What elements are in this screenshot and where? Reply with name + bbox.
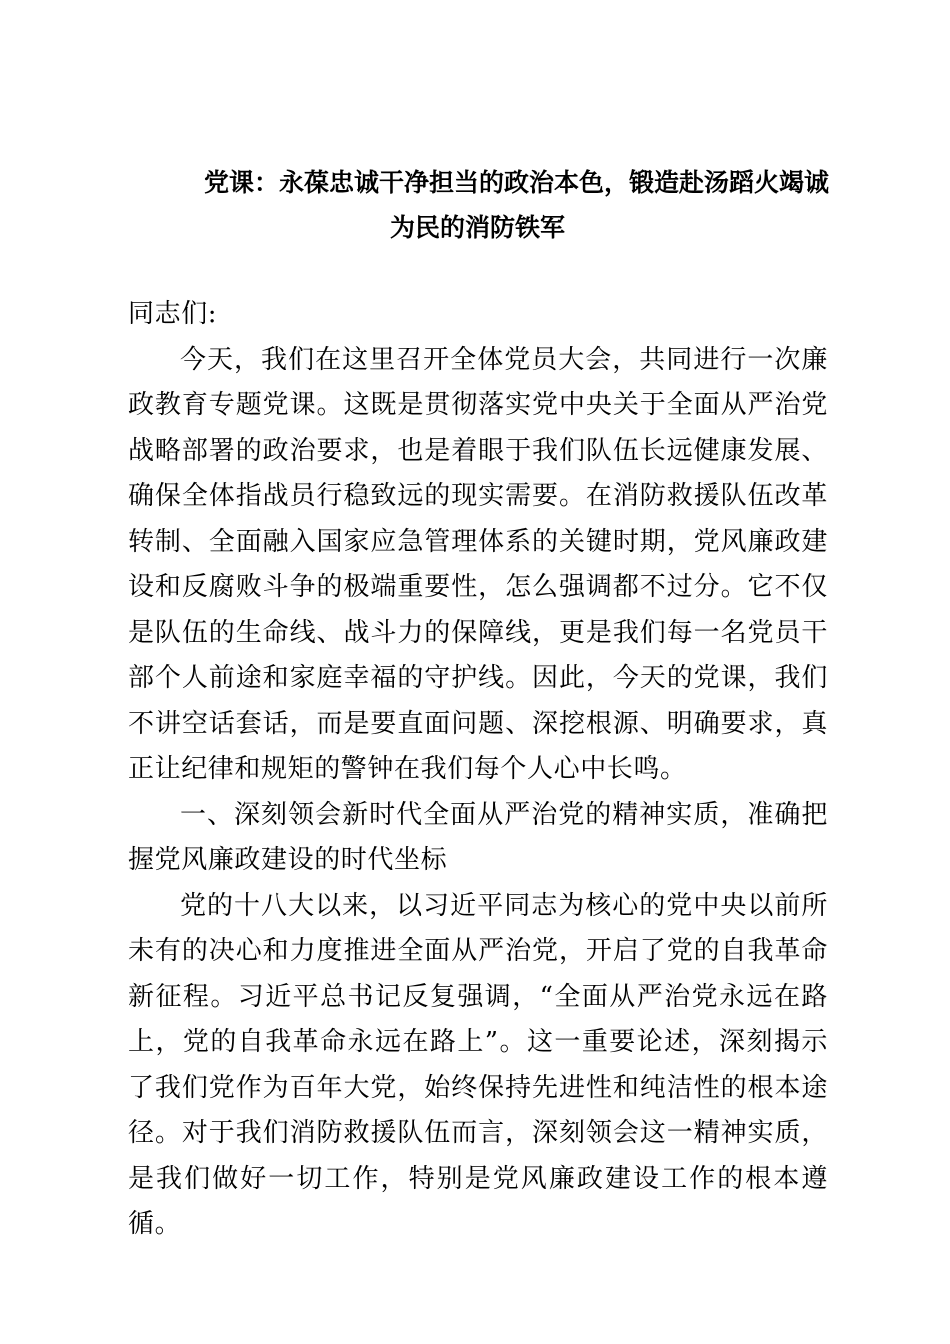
paragraph-opening: 今天，我们在这里召开全体党员大会，共同进行一次廉政教育专题党课。这既是贯彻落实党中央关于全面从严治党战略部署的政治要求，也是着眼于我们队伍长远健康发展、确保全体指战员行稳致远的现实需要。在消防救援队伍改革转制、全面融入国家应急管理体系的关键时期，党风廉政建设和反腐败斗争的极端重要性，怎么强调都不过分。它不仅是队伍的生命线、战斗力的保障线，更是我们每一名党员干部个人前途和家庭幸福的守护线。因此，今天的党课，我们不讲空话套话，而是要直面问题、深挖根源、明确要求，真正让纪律和规矩的警钟在我们每个人心中长鸣。 [128,344,828,784]
paragraph-section-1: 党的十八大以来，以习近平同志为核心的党中央以前所未有的决心和力度推进全面从严治党，开启了党的自我革命新征程。习近平总书记反复强调，“全面从严治党永远在路上，党的自我革命永远在路上”。这一重要论述，深刻揭示了我们党作为百年大党，始终保持先进性和纯洁性的根本途径。对于我们消防救援队伍而言，深刻领会这一精神实质，是我们做好一切工作，特别是党风廉政建设工作的根本遵循。 [128,890,828,1239]
document-title [120,160,835,250]
title-line-1: 党课：永葆忠诚干净担当的政治本色，锻造赴汤蹈火竭诚 [203,168,829,197]
section-heading-1: 一、深刻领会新时代全面从严治党的精神实质，准确把握党风廉政建设的时代坐标 [128,799,828,875]
document-body [128,292,828,1248]
salutation: 同志们: [128,299,218,329]
title-line-2: 为民的消防铁军 [389,213,565,242]
